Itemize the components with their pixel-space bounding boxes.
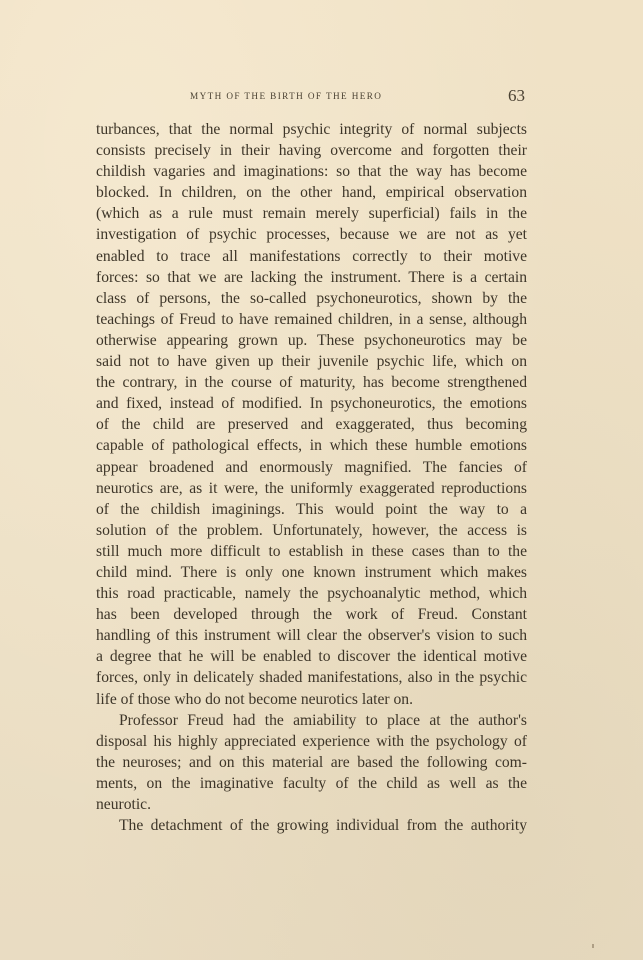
page-number: 63 bbox=[508, 86, 525, 105]
text-line: class of persons, the so-called psychoneurotics, shown by the bbox=[96, 289, 527, 307]
text-line: child mind. There is only one known instrument which makes bbox=[96, 563, 527, 581]
text-line: turbances, that the normal psychic integrity of normal subjects bbox=[96, 121, 527, 138]
paper-speck bbox=[592, 944, 594, 948]
text-line: a degree that he will be enabled to discover the identical motive bbox=[96, 648, 527, 666]
text-line: investigation of psychic processes, because we are not as yet bbox=[96, 226, 527, 244]
text-line: and fixed, instead of modified. In psychoneurotics, the emotions bbox=[96, 395, 527, 413]
text-line: teachings of Freud to have remained children, in a sense, although bbox=[96, 310, 527, 328]
text-line: neurotics are, as it were, the uniformly exaggerated reproductions bbox=[96, 479, 527, 497]
paragraph-start-line: The detachment of the growing individual from the authority bbox=[119, 817, 527, 835]
text-line: still much more difficult to establish in these cases than to the bbox=[96, 542, 527, 560]
text-line: childish vagaries and imaginations: so that the way has become bbox=[96, 163, 527, 181]
text-line: ments, on the imaginative faculty of the child as well as the bbox=[96, 774, 527, 792]
text-line: the contrary, in the course of maturity, has become strengthened bbox=[96, 374, 527, 392]
text-line: forces, only in delicately shaded manifestations, also in the psychic bbox=[96, 669, 527, 687]
text-line: forces: so that we are lacking the instrument. There is a certain bbox=[96, 268, 527, 286]
text-line: neurotic. bbox=[96, 796, 151, 813]
text-line: appear broadened and enormously magnified. The fancies of bbox=[96, 458, 527, 476]
text-line: said not to have given up their juvenile psychic life, which on bbox=[96, 353, 527, 371]
text-line: (which as a rule must remain merely superficial) fails in the bbox=[96, 205, 527, 223]
running-title: MYTH OF THE BIRTH OF THE HERO bbox=[190, 91, 383, 101]
text-line: consists precisely in their having overcome and forgotten their bbox=[96, 142, 527, 160]
text-line: has been developed through the work of Freud. Constant bbox=[96, 606, 527, 624]
text-line: this road practicable, namely the psychoanalytic method, which bbox=[96, 585, 527, 603]
text-line: the neuroses; and on this material are based the following com- bbox=[96, 753, 527, 771]
text-line: solution of the problem. Unfortunately, however, the access is bbox=[96, 521, 527, 539]
text-line: disposal his highly appreciated experience with the psychology of bbox=[96, 732, 527, 750]
text-line: life of those who do not become neurotics later on. bbox=[96, 690, 413, 708]
text-line: enabled to trace all manifestations correctly to their motive bbox=[96, 247, 527, 265]
body-text bbox=[96, 119, 527, 836]
text-line: otherwise appearing grown up. These psychoneurotics may be bbox=[96, 331, 527, 349]
text-line: of the childish imaginings. This would point the way to a bbox=[96, 500, 527, 518]
text-line: of the child are preserved and exaggerated, thus becoming bbox=[96, 416, 527, 434]
text-line: capable of pathological effects, in which these humble emotions bbox=[96, 437, 527, 455]
text-line: blocked. In children, on the other hand, empirical observation bbox=[96, 184, 527, 202]
paragraph-start-line: Professor Freud had the amiability to place at the author's bbox=[119, 711, 527, 729]
running-header bbox=[96, 86, 526, 108]
text-line: handling of this instrument will clear the observer's vision to such bbox=[96, 627, 527, 645]
